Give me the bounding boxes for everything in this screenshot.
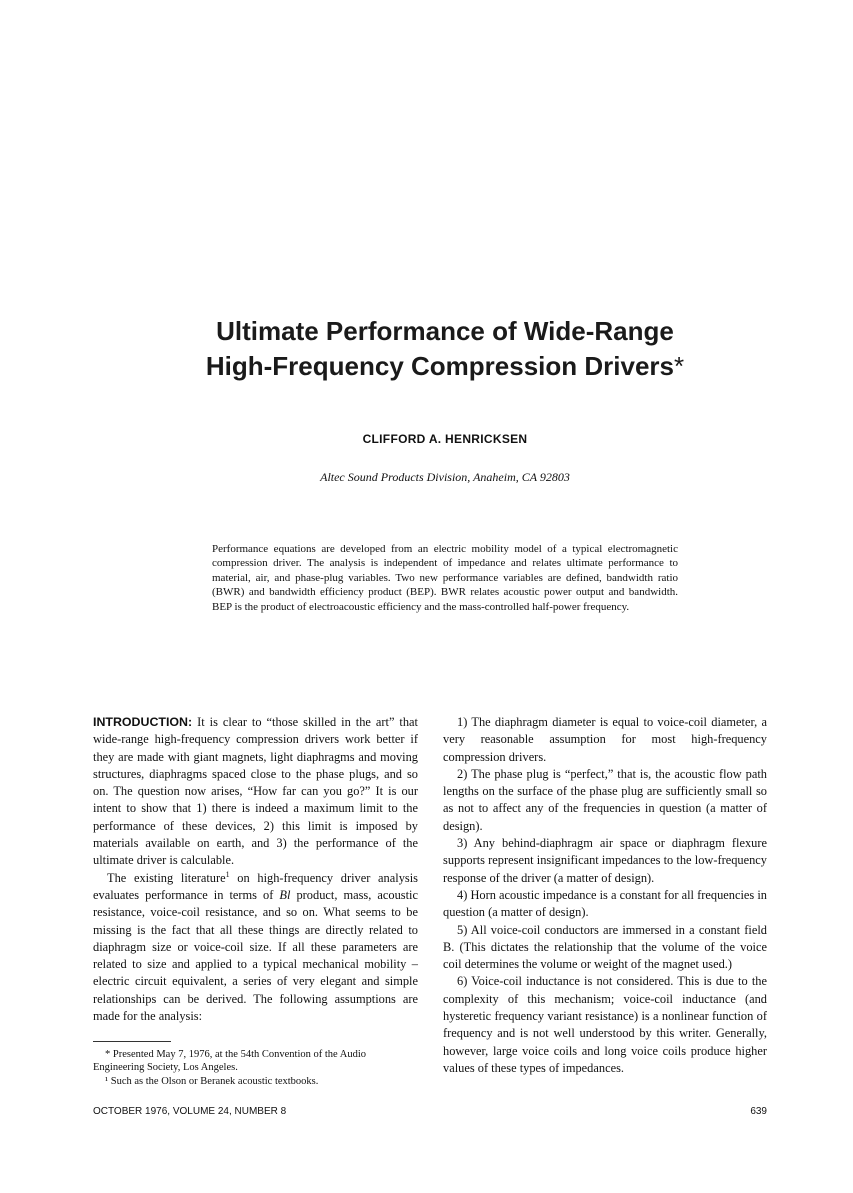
journal-issue: OCTOBER 1976, VOLUME 24, NUMBER 8 — [93, 1106, 287, 1117]
assumption-item: 1) The diaphragm diameter is equal to voice-coil diameter, a very reasonable assumption for most high-frequency compression drivers. — [443, 715, 767, 764]
title-line-2-text: High-Frequency Compression Drivers — [205, 351, 674, 381]
right-column — [443, 714, 767, 1077]
assumption-item: 2) The phase plug is “perfect,” that is, the acoustic flow path lengths on the surface of the phase plug are sufficiently small so as not to affect any of the frequencies in question (a matter of design). — [443, 766, 767, 833]
intro-paragraph-1 — [93, 714, 418, 870]
intro-text-2b: on high-frequency driver analysis evaluates performance in terms of — [93, 870, 418, 902]
assumption-item: 6) Voice-coil inductance is not considered. This is due to the complexity of this mechanism; voice-coil inductance (and hysteretic frequency variant resistance) is a nonlinear function of frequency and is not well understood by this writer. Generally, however, large voice coils and long voice coils produce higher values of these types of impedances. — [443, 974, 767, 1075]
page-footer — [93, 1106, 767, 1117]
footnote-divider — [93, 1041, 171, 1042]
intro-paragraph-2 — [93, 870, 418, 1026]
title-line-1: Ultimate Performance of Wide-Range — [216, 316, 674, 346]
intro-text-1: It is clear to “those skilled in the art” that wide-range high-frequency compression drivers work better if they are made with giant magnets, light diaphragms and moving structures, diaphragms spaced close to the phase plugs, and so on. The question now arises, “How far can you go?” It is our intent to show that 1) there is indeed a maximum limit to the performance of these devices, 2) this limit is imposed by materials available on earth, and 3) the performance of the ultimate driver is calculable. — [93, 715, 418, 868]
footnote-presented: * Presented May 7, 1976, at the 54th Convention of the Audio Engineering Society, Los Angeles. — [93, 1049, 367, 1073]
intro-heading: INTRODUCTION: — [93, 715, 193, 729]
page-number: 639 — [750, 1106, 767, 1117]
assumption-item: 3) Any behind-diaphragm air space or diaphragm flexure supports represent insignificant impedances to the low-frequency response of the driver (a matter of design). — [443, 836, 767, 885]
footnote-ref-1: 1 — [225, 869, 230, 879]
title-line-2 — [100, 349, 790, 384]
left-column — [93, 714, 418, 1025]
title-footnote-mark: * — [674, 351, 685, 381]
bl-symbol: Bl — [279, 887, 291, 902]
assumption-item: 4) Horn acoustic impedance is a constant for all frequencies in question (a matter of design). — [443, 887, 767, 920]
abstract: Performance equations are developed from an electric mobility model of a typical electromagnetic compression driver. The analysis is independent of impedance and relates ultimate performance to material, air, and phase-plug variables. Two new performance variables are defined, bandwidth ratio (BWR) and bandwidth efficiency product (BEP). BWR relates acoustic power output and bandwidth. BEP is the product of electroacoustic efficiency and the mass-controlled half-power frequency. — [212, 543, 678, 613]
assumption-item: 5) All voice-coil conductors are immersed in a constant field B. (This dictates the relationship that the volume of the voice coil determines the volume or weight of the magnet used.) — [443, 922, 767, 972]
paper-title — [100, 314, 790, 384]
footnote-1: ¹ Such as the Olson or Beranek acoustic textbooks. — [105, 1076, 319, 1087]
author-name: CLIFFORD A. HENRICKSEN — [362, 432, 528, 446]
intro-text-2c: product, mass, acoustic resistance, voice-coil resistance, and so on. What seems to be missing is the fact that all these things are directly related to diaphragm size or voice-coil size. If all these parameters are related to size and applied to a typical mechanical mobility – electric circuit equivalent, a series of very elegant and simple relationships can be derived. The following assumptions are made for the analysis: — [93, 887, 418, 1024]
intro-text-2a: The existing literature — [107, 870, 226, 885]
author-affiliation: Altec Sound Products Division, Anaheim, CA 92803 — [320, 470, 570, 484]
footnotes — [93, 1048, 418, 1089]
